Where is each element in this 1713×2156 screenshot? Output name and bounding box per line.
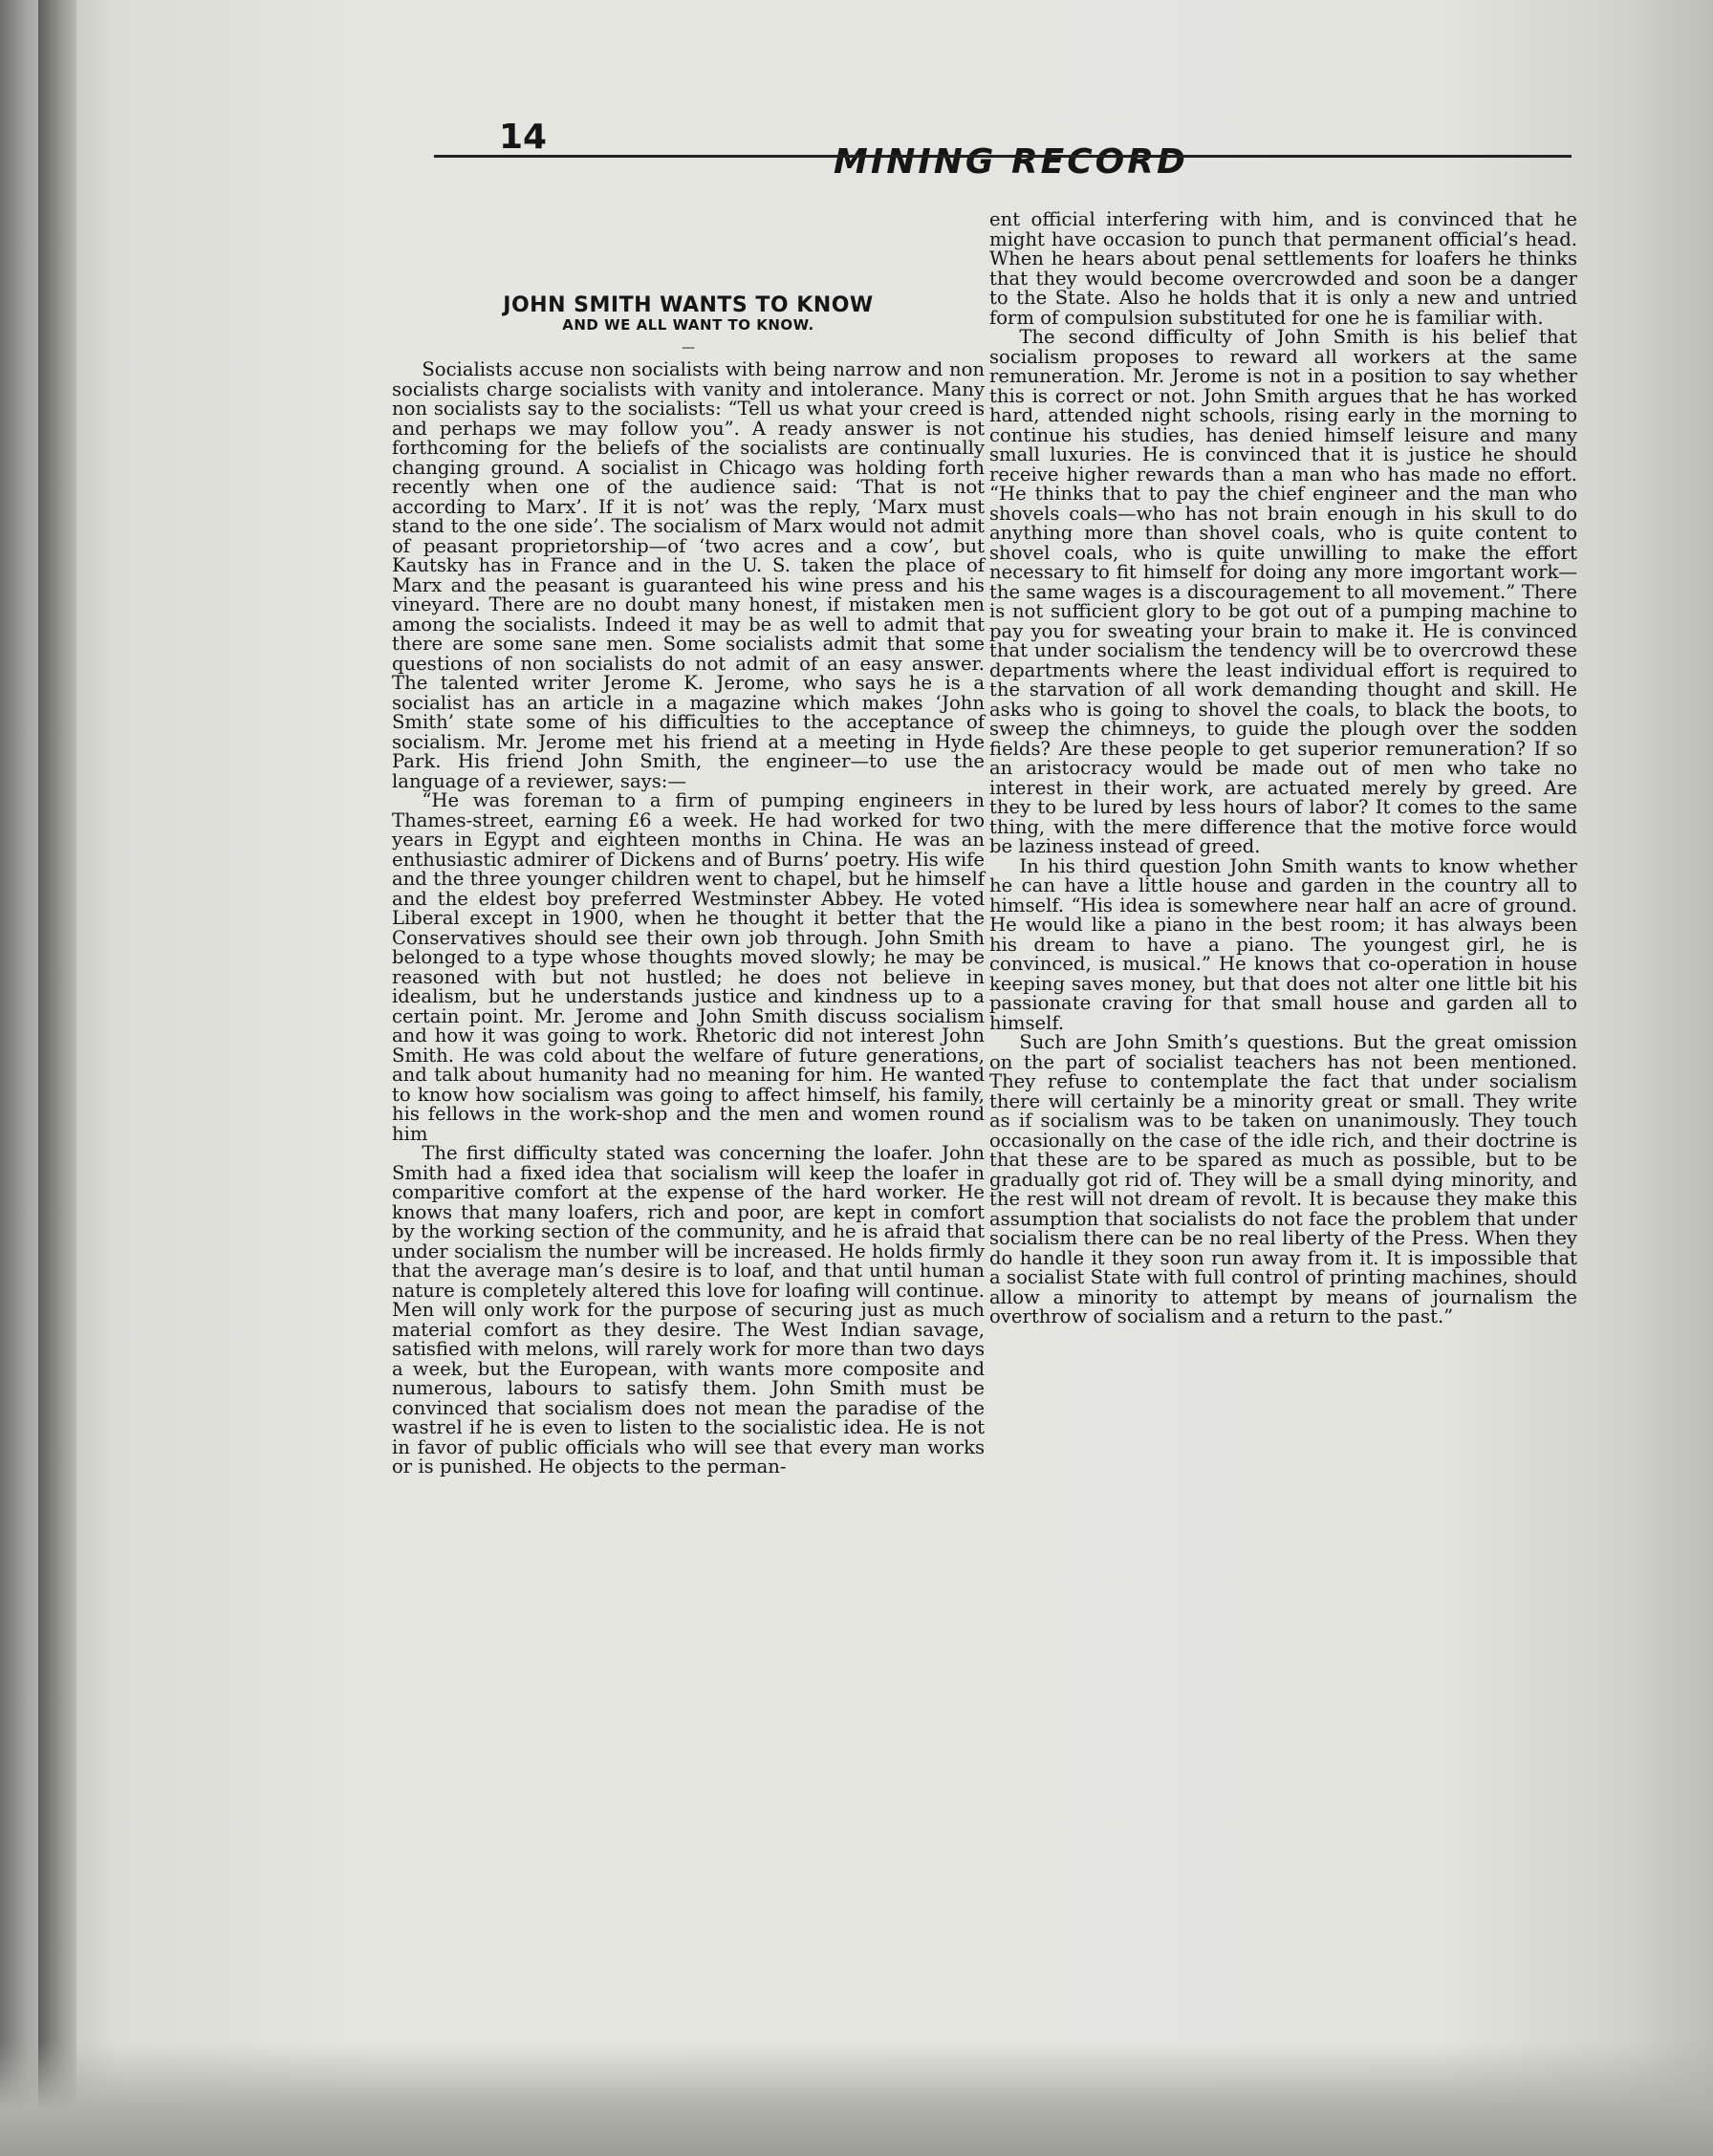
article-headline: JOHN SMITH WANTS TO KNOW — [503, 293, 874, 317]
paragraph: In his third question John Smith wants to know whether he can have a little house and garden in the country all to himself. “His idea is somewhere near half an acre of ground. He would like a piano in the best room; it has always been his dream to have a piano. The youngest girl, he is convinced, is musical.” He knows that co-operation in house keeping saves money, but that does not alter one little bit his passionate craving for that small house and garden all to himself. — [989, 854, 1577, 1034]
paragraph: The second difficulty of John Smith is his belief that socialism proposes to reward all workers at the same remuneration. Mr. Jerome is not in a position to say whether this is correct or not. John Smith argues that he has worked hard, attended night schools, rising early in the morning to continue his studies, has denied himself leisure and many small luxuries. He is convinced that it is justice he should receive higher rewards than a man who has made no effort. “He thinks that to pay the chief engineer and the man who shovels coals—who has not brain enough in his skull to do anything more than shovel coals, who is quite content to shovel coals, who is quite unwilling to make the effort necessary to fit himself for doing any more imgortant work—the same wages is a discouragement to all movement.” There is not sufficient glory to be got out of a pumping machine to pay you for sweating your brain to make it. He is convinced that under socialism the tendency will be to overcrowd these departments where the least individual effort is required to the starvation of all work demanding thought and skill. He asks who is going to shovel the coals, to black the boots, to sweep the chimneys, to guide the plough over the sodden fields? Are these people to get superior remuneration? If so an aristocracy would be made out of men who take no interest in their work, are actuated merely by greed. Are they to be lured by less hours of labor? It comes to the same thing, with the mere difference that the motive force would be laziness instead of greed. — [989, 326, 1577, 857]
right-column — [989, 210, 1577, 1327]
header-rule — [434, 155, 1572, 158]
paragraph: The first difficulty stated was concerning the loafer. John Smith had a fixed idea that socialism will keep the loafer in comparitive comfort at the expense of the hard worker. He knows that many loafers, rich and poor, are kept in comfort by the working section of the community, and he is afraid that under socialism the number will be increased. He holds firmly that the average man’s desire is to loaf, and that until human nature is completely altered this love for loafing will continue. Men will only work for the purpose of securing just as much material comfort as they desire. The West Indian savage, satisfied with melons, will rarely work for more than two days a week, but the European, with wants more composite and numerous, labours to satisfy them. John Smith must be convinced that socialism does not mean the paradise of the wastrel if he is even to listen to the socialistic idea. He is not in favor of public officials who will see that every man works or is punished. He objects to the perman- — [392, 1142, 985, 1477]
magazine-page — [392, 115, 1587, 1930]
headline-dash: — — [682, 340, 695, 356]
page-bottom-fold — [0, 2041, 1713, 2156]
masthead: MINING RECORD — [834, 142, 1188, 182]
paragraph: Socialists accuse non socialists with being narrow and non socialists charge socialists with vanity and intolerance. Many non socialists say to the socialists: “Tell us what your creed is and perhaps we may follow you”. A ready answer is not forthcoming for the beliefs of the socialists are continually changing ground. A socialist in Chicago was holding forth recently when one of the audience said: ‘That is not according to Marx’. If it is not’ was the reply, ‘Marx must stand to the one side’. The socialism of Marx would not admit of peasant proprietorship—of ‘two acres and a cow’, but Kautsky has in France and in the U. S. taken the place of Marx and the peasant is guaranteed his wine press and his vineyard. There are no doubt many honest, if mistaken men among the socialists. Indeed it may be as well to admit that there are some sane men. Some socialists admit that some questions of non socialists do not admit of an easy answer. The talented writer Jerome K. Jerome, who says he is a socialist has an article in a magazine which makes ‘John Smith’ state some of his difficulties to the acceptance of socialism. Mr. Jerome met his friend at a meeting in Hyde Park. His friend John Smith, the engineer—to use the language of a reviewer, says:— — [392, 358, 985, 792]
page-number: 14 — [499, 118, 548, 157]
paragraph: ent official interfering with him, and is convinced that he might have occasion to punch that permanent official’s head. When he hears about penal settlements for loafers he thinks that they would become overcrowded and soon be a danger to the State. Also he holds that it is only a new and untried form of compulsion substituted for one he is familiar with. — [989, 208, 1577, 329]
left-column — [392, 206, 985, 1477]
paragraph: “He was foreman to a firm of pumping engineers in Thames-street, earning £6 a week. He had worked for two years in Egypt and eighteen months in China. He was an enthusiastic admirer of Dickens and of Burns’ poetry. His wife and the three younger children went to chapel, but he himself and the eldest boy preferred Westminster Abbey. He voted Liberal except in 1900, when he thought it better that the Conservatives should see their own job through. John Smith belonged to a type whose thoughts moved slowly; he may be reasoned with but not hustled; he does not believe in idealism, but he understands justice and kindness up to a certain point. Mr. Jerome and John Smith discuss socialism and how it was going to work. Rhetoric did not interest John Smith. He was cold about the welfare of future generations, and talk about humanity had no meaning for him. He wanted to know how socialism was going to affect himself, his family, his fellows in the work-shop and the men and women round him — [392, 789, 985, 1145]
binding-edge — [38, 0, 76, 2156]
article-subhead: AND WE ALL WANT TO KNOW. — [562, 316, 814, 334]
paragraph: Such are John Smith’s questions. But the great omission on the part of socialist teachers has not been mentioned. They refuse to contemplate the fact that under socialism there will certainly be a minority great or small. They write as if socialism was to be taken on unanimously. They touch occasionally on the case of the idle rich, and their doctrine is that these are to be spared as much as possible, but to be gradually got rid of. They will be a small dying minority, and the rest will not dream of revolt. It is because they make this assumption that socialists do not face the problem that under socialism there can be no real liberty of the Press. When they do handle it they soon run away from it. It is impossible that a socialist State with full control of printing machines, should allow a minority to attempt by means of journalism the overthrow of socialism and a return to the past.” — [989, 1031, 1577, 1327]
